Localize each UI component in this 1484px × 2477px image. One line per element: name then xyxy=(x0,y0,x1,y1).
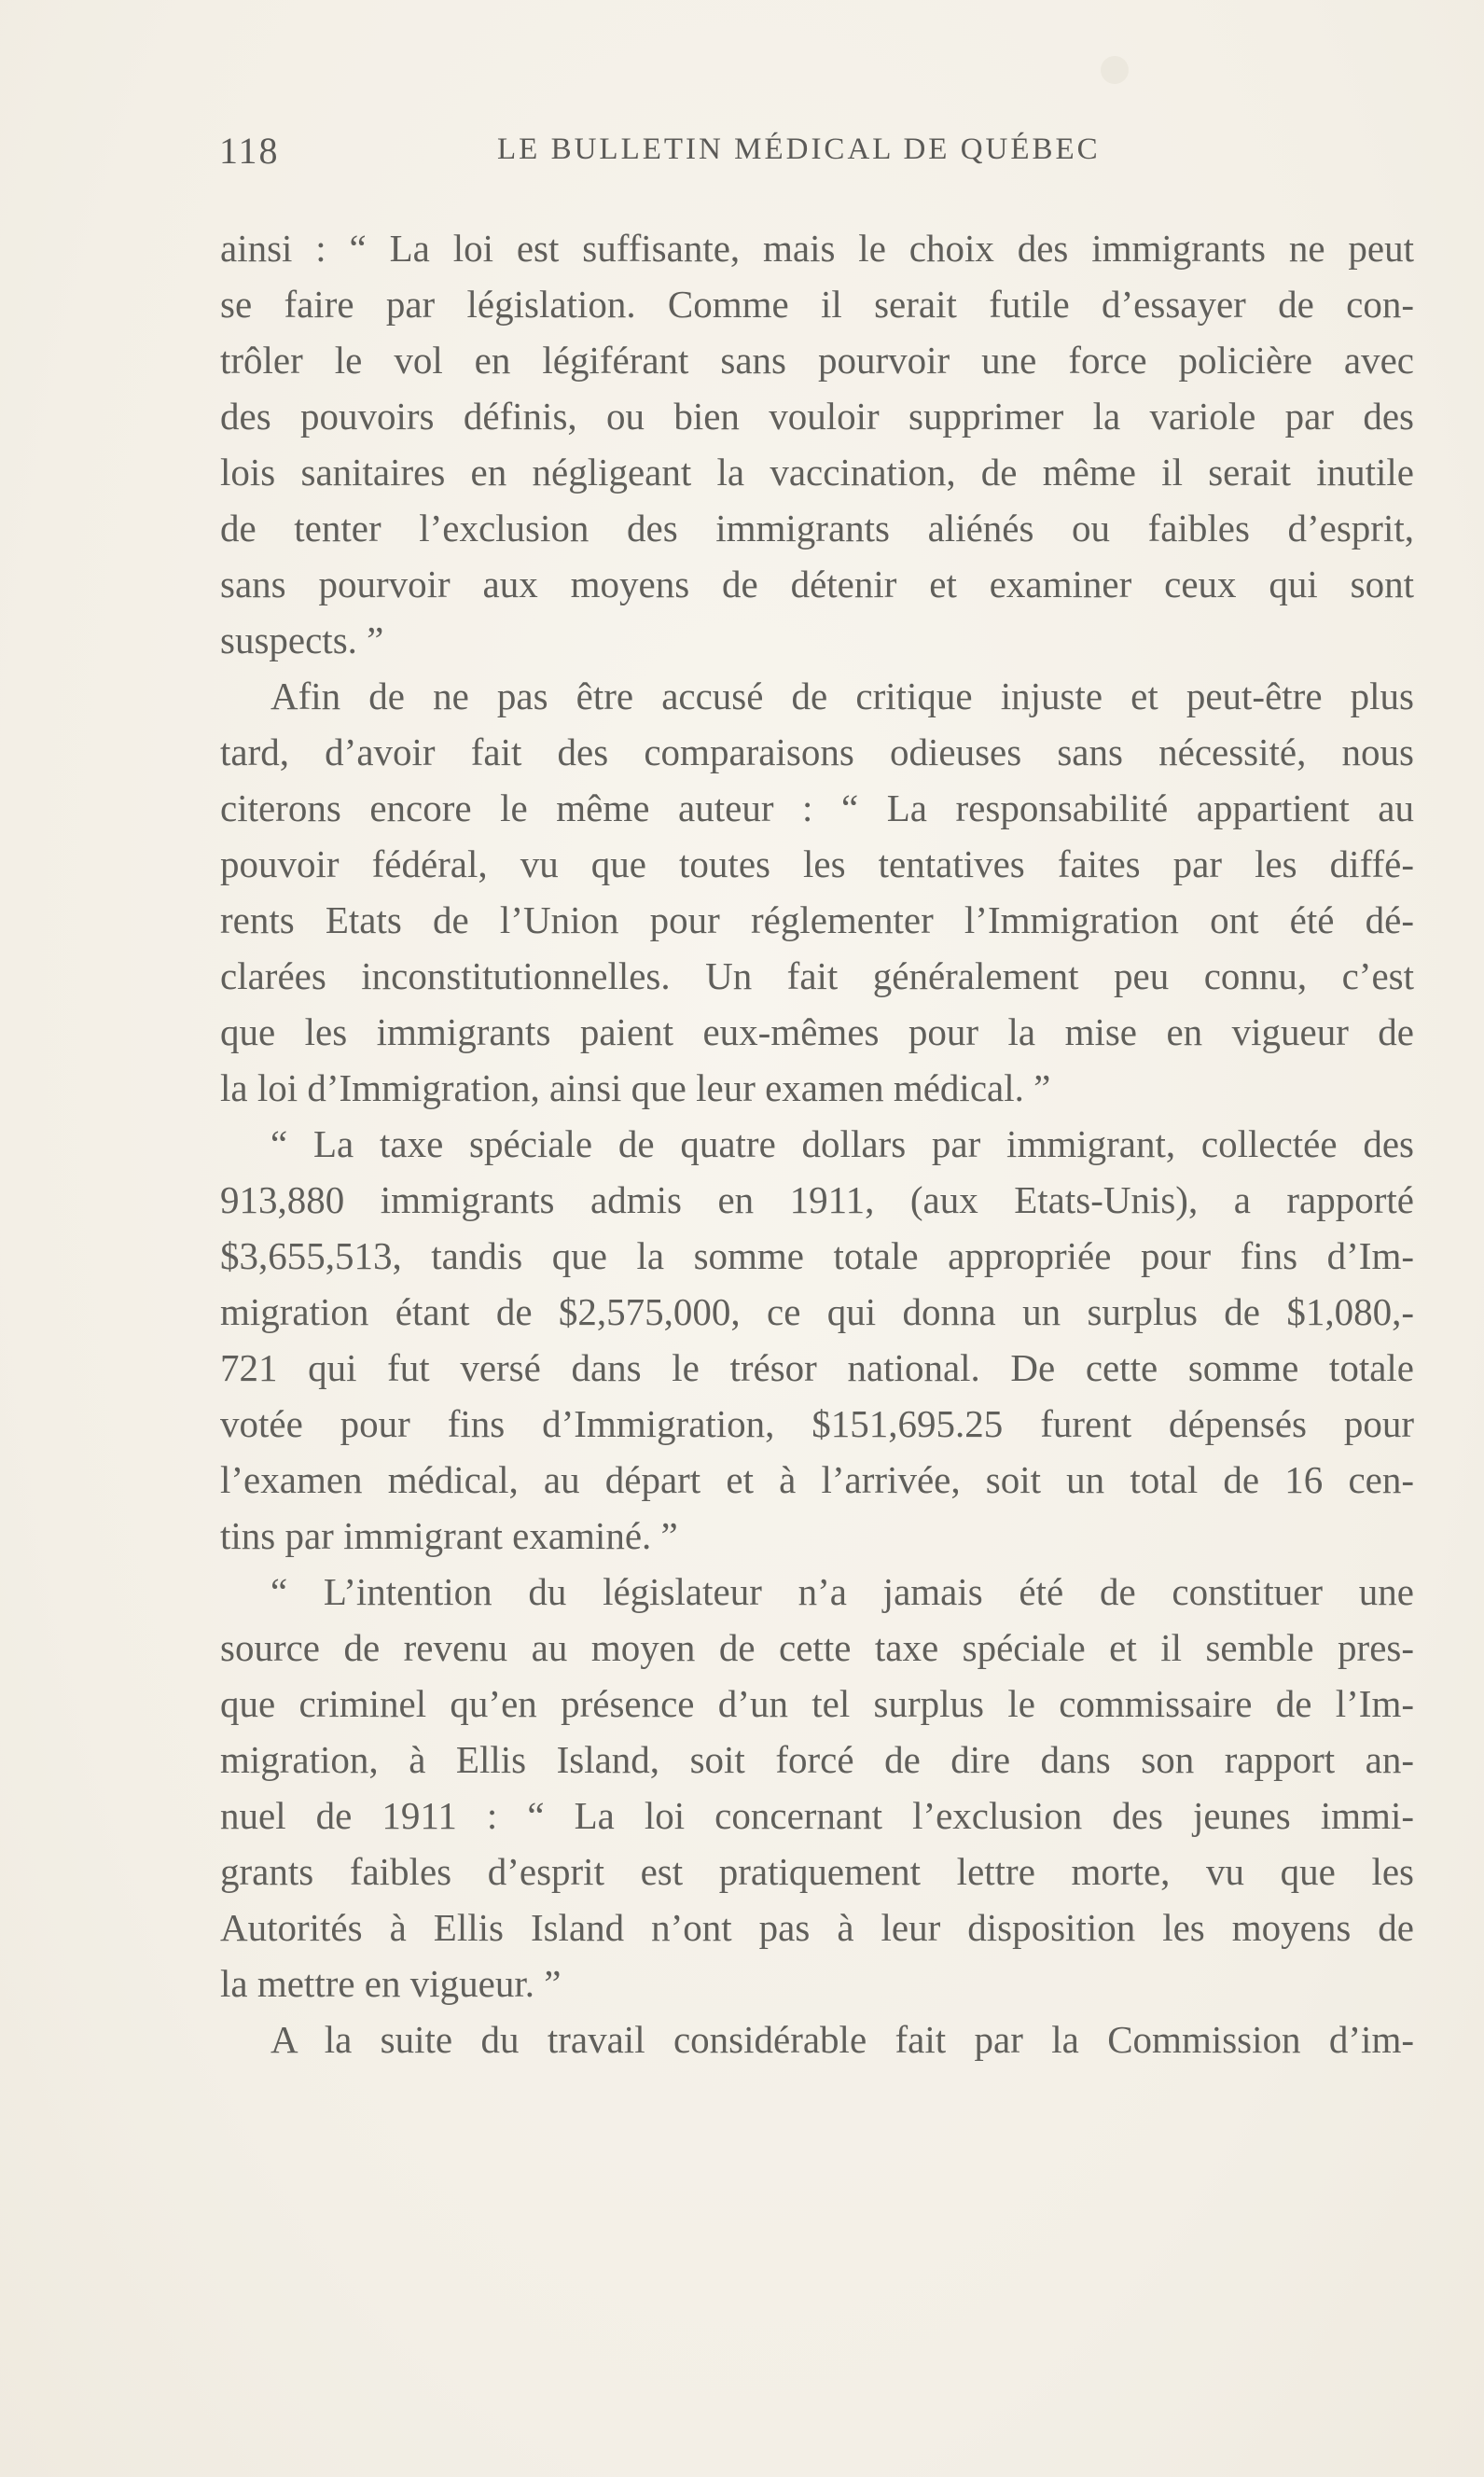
text-line: de tenter l’exclusion des immigrants aliénés ou faibles d’esprit, xyxy=(220,507,1414,550)
text-line: pouvoir fédéral, vu que toutes les tentatives faites par les diffé- xyxy=(220,842,1414,885)
text-line: Afin de ne pas être accusé de critique injuste et peut-être plus xyxy=(270,675,1414,717)
text-line: “ L’intention du législateur n’a jamais été de constituer une xyxy=(270,1570,1414,1613)
text-line: suspects. ” xyxy=(220,619,384,661)
text-line: Autorités à Ellis Island n’ont pas à leur disposition les moyens de xyxy=(220,1906,1414,1949)
text-line: A la suite du travail considérable fait par la Commission d’im- xyxy=(270,2018,1414,2061)
paragraph xyxy=(220,1116,1414,1564)
text-line: migration, à Ellis Island, soit forcé de dire dans son rapport an- xyxy=(220,1738,1414,1781)
text-line: 913,880 immigrants admis en 1911, (aux Etats-Unis), a rapporté xyxy=(220,1178,1414,1221)
body-text xyxy=(220,220,1414,2067)
page-number: 118 xyxy=(219,130,280,172)
text-line: migration étant de $2,575,000, ce qui donna un surplus de $1,080,- xyxy=(220,1290,1414,1333)
text-line: source de revenu au moyen de cette taxe spéciale et il semble pres- xyxy=(220,1626,1414,1669)
text-line: $3,655,513, tandis que la somme totale appropriée pour fins d’Im- xyxy=(220,1234,1414,1277)
text-line: 721 qui fut versé dans le trésor national. De cette somme totale xyxy=(220,1346,1414,1389)
text-line: grants faibles d’esprit est pratiquement lettre morte, vu que les xyxy=(220,1850,1414,1893)
text-line: ainsi : “ La loi est suffisante, mais le choix des immigrants ne peut xyxy=(220,227,1414,270)
paragraph xyxy=(220,668,1414,1116)
text-line: citerons encore le même auteur : “ La responsabilité appartient au xyxy=(220,786,1414,829)
running-title: LE BULLETIN MÉDICAL DE QUÉBEC xyxy=(497,132,1101,166)
text-line: clarées inconstitutionnelles. Un fait généralement peu connu, c’est xyxy=(220,954,1414,997)
text-line: sans pourvoir aux moyens de détenir et examiner ceux qui sont xyxy=(220,563,1414,605)
text-line: tard, d’avoir fait des comparaisons odieuses sans nécessité, nous xyxy=(220,731,1414,773)
text-line: se faire par législation. Comme il serait futile d’essayer de con- xyxy=(220,283,1414,326)
text-line: rents Etats de l’Union pour réglementer l’Immigration ont été dé- xyxy=(220,898,1414,941)
text-line: trôler le vol en légiférant sans pourvoir une force policière avec xyxy=(220,339,1414,382)
paper-spot xyxy=(1101,56,1129,84)
running-head xyxy=(219,129,1245,175)
paragraph xyxy=(220,2011,1414,2067)
text-line: la loi d’Immigration, ainsi que leur examen médical. ” xyxy=(220,1066,1051,1109)
text-line: “ La taxe spéciale de quatre dollars par immigrant, collectée des xyxy=(270,1122,1414,1165)
text-line: votée pour fins d’Immigration, $151,695.25 furent dépensés pour xyxy=(220,1402,1414,1445)
paragraph xyxy=(220,1564,1414,2011)
text-line: la mettre en vigueur. ” xyxy=(220,1962,562,2005)
text-line: tins par immigrant examiné. ” xyxy=(220,1514,678,1557)
text-line: nuel de 1911 : “ La loi concernant l’exclusion des jeunes immi- xyxy=(220,1794,1414,1837)
text-line: que les immigrants paient eux-mêmes pour la mise en vigueur de xyxy=(220,1010,1414,1053)
text-line: lois sanitaires en négligeant la vaccination, de même il serait inutile xyxy=(220,451,1414,494)
paragraph xyxy=(220,220,1414,668)
text-line: des pouvoirs définis, ou bien vouloir supprimer la variole par des xyxy=(220,395,1414,438)
text-line: l’examen médical, au départ et à l’arrivée, soit un total de 16 cen- xyxy=(220,1458,1414,1501)
text-line: que criminel qu’en présence d’un tel surplus le commissaire de l’Im- xyxy=(220,1682,1414,1725)
